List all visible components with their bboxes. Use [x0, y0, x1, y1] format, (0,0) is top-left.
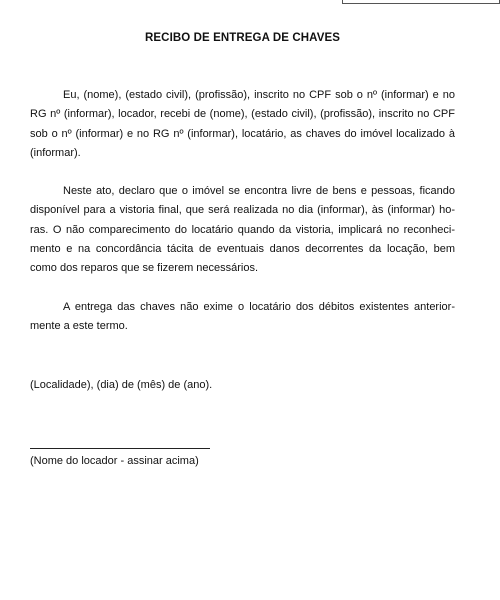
paragraph-inspection: Neste ato, declaro que o imóvel se encontra livre de bens e pessoas, ficando disponível para a vistoria final, que será realizada no dia (informar), às (informar) horas. O não comparecimento do locatário quando da vistoria, implicará no reconhecimento e na concordância tácita de eventuais danos decorrentes da locação, bem como dos reparos que se fizerem necessários. [30, 185, 455, 275]
page-corner-box [342, 0, 500, 4]
signature-line [30, 448, 210, 449]
paragraph-declaration: Eu, (nome), (estado civil), (profissão), inscrito no CPF sob o nº (informar) e no RG nº (informar), locador, recebi de (nome), (estado civil), (profissão), inscrito no CPF sob o nº (informar) e no RG nº (informar), locatário, as chaves do imóvel localizado à (informar). [30, 89, 455, 159]
place-date-line: (Localidade), (dia) de (mês) de (ano). [30, 379, 213, 391]
signature-label: (Nome do locador - assinar acima) [30, 455, 199, 467]
paragraph-debts: A entrega das chaves não exime o locatário dos débitos existentes anteriormente a este termo. [30, 301, 455, 333]
document-title: RECIBO DE ENTREGA DE CHAVES [144, 32, 341, 44]
